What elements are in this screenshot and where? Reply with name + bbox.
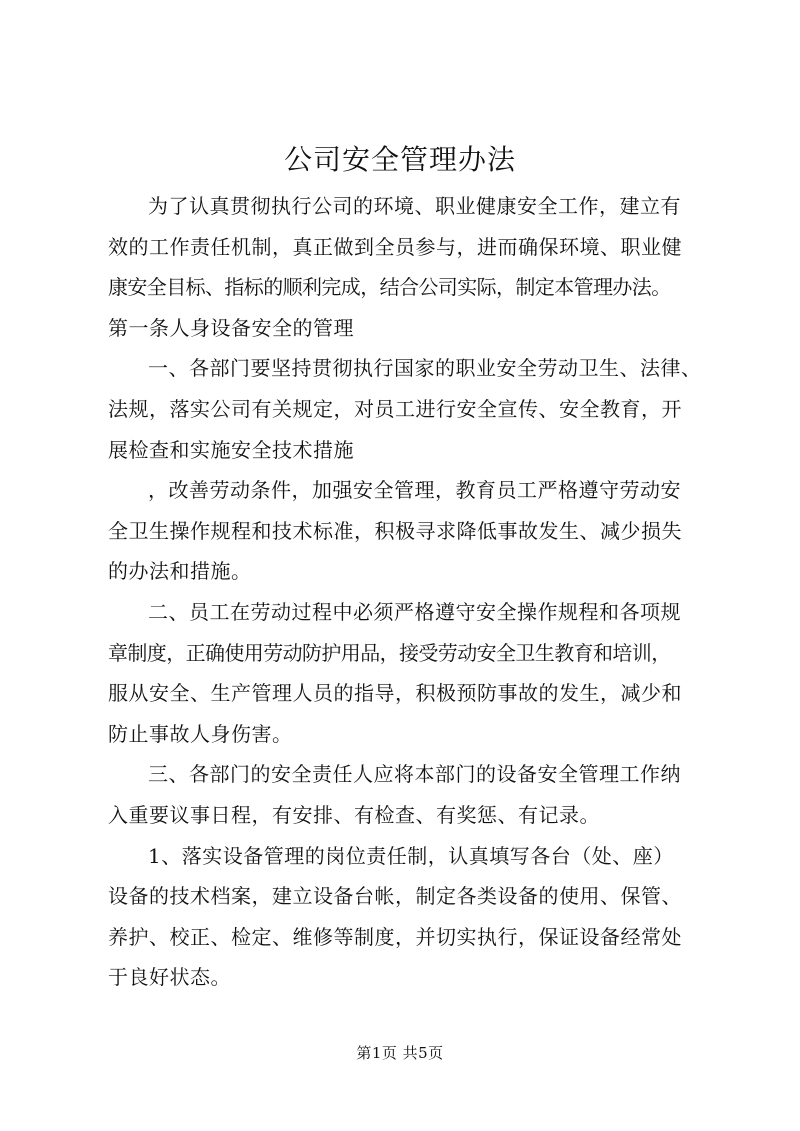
paragraph-line-9: 全卫生操作规程和技术标准，积极寻求降低事故发生、减少损失 xyxy=(108,518,682,543)
paragraph-line-14: 防止事故人身伤害。 xyxy=(108,721,293,746)
paragraph-line-1: 为了认真贯彻执行公司的环境、职业健康安全工作，建立有 xyxy=(148,194,681,218)
paragraph-line-7: 展检查和实施安全技术措施 xyxy=(108,437,354,462)
paragraph-line-17: 1、落实设备管理的岗位责任制，认真填写各台（处、座） xyxy=(148,843,674,868)
paragraph-line-10: 的办法和措施。 xyxy=(108,559,252,584)
paragraph-line-19: 养护、校正、检定、维修等制度，并切实执行，保证设备经常处 xyxy=(108,924,682,949)
paragraph-line-6: 法规，落实公司有关规定，对员工进行安全宣传、安全教育，开 xyxy=(108,396,682,421)
paragraph-line-15: 三、各部门的安全责任人应将本部门的设备安全管理工作纳 xyxy=(148,762,681,787)
section-heading: 第一条人身设备安全的管理 xyxy=(108,315,354,340)
document-title: 公司安全管理办法 xyxy=(283,143,516,176)
paragraph-line-3: 康安全目标、指标的顺利完成，结合公司实际，制定本管理办法。 xyxy=(108,275,671,300)
paragraph-line-20: 于良好状态。 xyxy=(108,965,231,990)
paragraph-line-18: 设备的技术档案，建立设备台帐，制定各类设备的使用、保管、 xyxy=(108,884,682,909)
paragraph-line-16: 入重要议事日程，有安排、有检查、有奖惩、有记录。 xyxy=(108,802,600,827)
document-body xyxy=(108,186,708,998)
paragraph-line-13: 服从安全、生产管理人员的指导，积极预防事故的发生，减少和 xyxy=(108,681,682,706)
paragraph-line-8: ，改善劳动条件，加强安全管理，教育员工严格遵守劳动安 xyxy=(148,478,681,503)
paragraph-line-2: 效的工作责任机制，真正做到全员参与，进而确保环境、职业健 xyxy=(108,234,682,259)
paragraph-line-5: 一、各部门要坚持贯彻执行国家的职业安全劳动卫生、法律、 xyxy=(148,356,702,381)
paragraph-line-12: 章制度，正确使用劳动防护用品，接受劳动安全卫生教育和培训， xyxy=(108,640,671,665)
page-footer: 第1页 共5页 xyxy=(356,1044,444,1062)
paragraph-line-11: 二、员工在劳动过程中必须严格遵守安全操作规程和各项规 xyxy=(148,599,681,624)
